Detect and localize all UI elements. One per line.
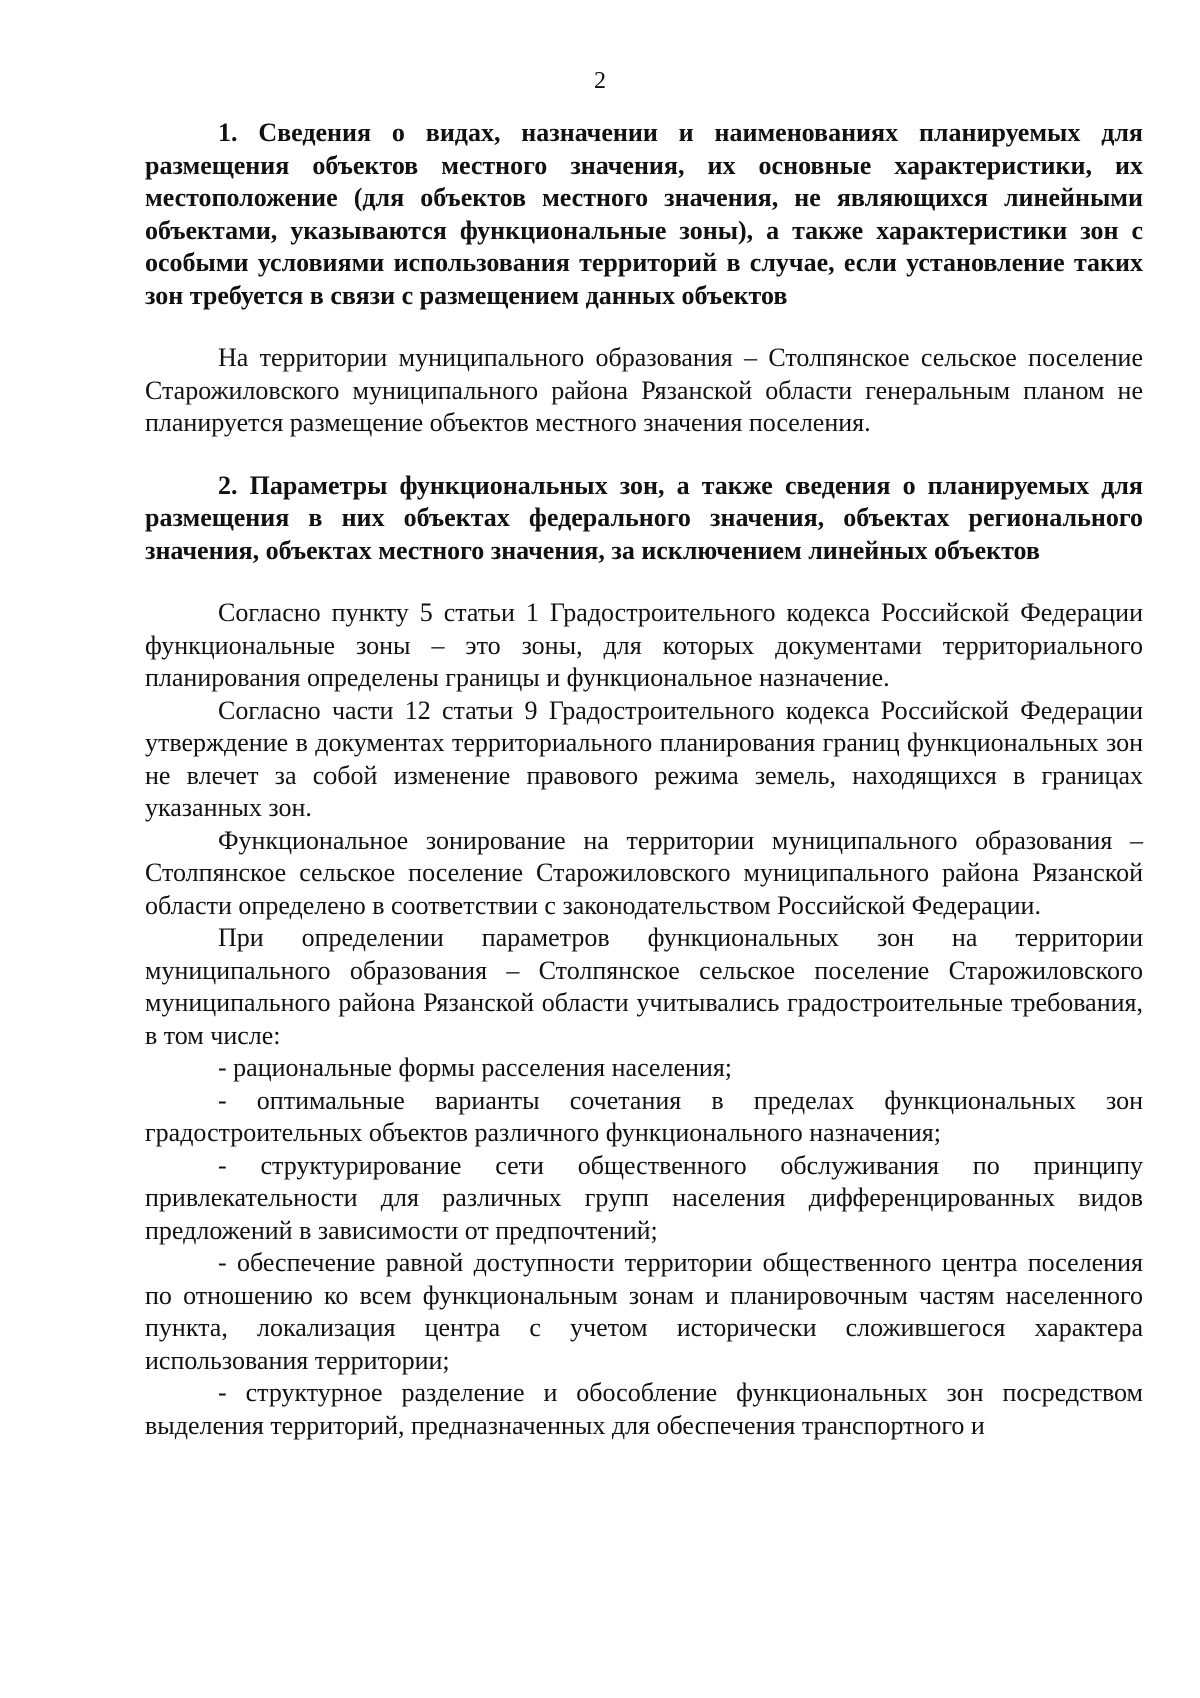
section-1-paragraph: На территории муниципального образования – Столпянское сельское поселение Старожиловского муниципального района Рязанской области генеральным планом не планируется размещение объектов местного значения поселения. (145, 343, 1143, 437)
document-body (145, 117, 1143, 1442)
list-item: - структурирование сети общественного обслуживания по принципу привлекательности для различных групп населения дифференцированных видов предложений в зависимости от предпочтений; (145, 1150, 1143, 1245)
page-number: 2 (594, 68, 606, 94)
list-item: - обеспечение равной доступности территории общественного центра поселения по отношению ко всем функциональным зонам и планировочным частям населенного пункта, локализация центра с учетом исторически сложившегося характера использования территории; (145, 1248, 1143, 1375)
section-2-paragraph: Функциональное зонирование на территории муниципального образования – Столпянское сельское поселение Старожиловского муниципального района Рязанской области определено в соответствии с законодательством Российской Федерации. (145, 825, 1143, 920)
section-2-paragraph: При определении параметров функциональных зон на территории муниципального образования – Столпянское сельское поселение Старожиловского муниципального района Рязанской области учитывались градостроительные требования, в том числе: (145, 923, 1143, 1050)
section-2-paragraph: Согласно пункту 5 статьи 1 Градостроительного кодекса Российской Федерации функциональные зоны – это зоны, для которых документами территориального планирования определены границы и функциональное назначение. (145, 598, 1143, 692)
list-item: - рациональные формы расселения населения; (218, 1053, 732, 1082)
section-1-heading: 1. Сведения о видах, назначении и наименованиях планируемых для размещения объектов местного значения, их основные характеристики, их местоположение (для объектов местного значения, не являющихся линейными объектами, указываются функциональные зоны), а также характеристики зон с особыми условиями использования территорий в случае, если установление таких зон требуется в связи с размещением данных объектов (145, 118, 1143, 310)
section-2-paragraph: Согласно части 12 статьи 9 Градостроительного кодекса Российской Федерации утверждение в документах территориального планирования границ функциональных зон не влечет за собой изменение правового режима земель, находящихся в границах указанных зон. (145, 695, 1143, 822)
list-item: - оптимальные варианты сочетания в пределах функциональных зон градостроительных объектов различного функционального назначения; (145, 1085, 1143, 1147)
list-item: - структурное разделение и обособление функциональных зон посредством выделения территорий, предназначенных для обеспечения транспортного и (145, 1378, 1143, 1440)
section-2-heading: 2. Параметры функциональных зон, а также сведения о планируемых для размещения в них объектах федерального значения, объектах регионального значения, объектах местного значения, за исключением линейных объектов (145, 470, 1143, 565)
